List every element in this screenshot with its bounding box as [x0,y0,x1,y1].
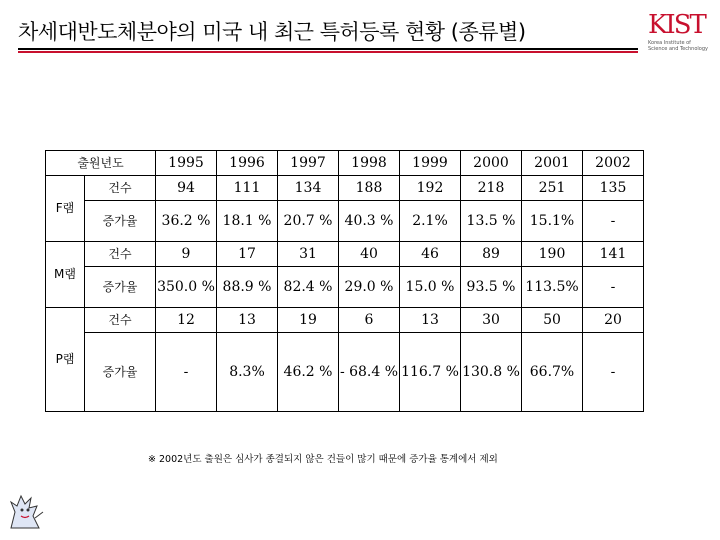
page-title: 차세대반도체분야의 미국 내 최근 특허등록 현황 (종류별) [18,20,526,44]
count-cell: 20 [583,308,644,333]
count-cell: 13 [400,308,461,333]
count-cell: 192 [400,176,461,201]
year-cell: 1996 [217,151,278,176]
count-cell: 111 [217,176,278,201]
title-accent-line [18,51,638,53]
rate-cell: 113.5% [522,267,583,308]
rate-cell: - 68.4 % [339,333,400,412]
rate-cell: 46.2 % [278,333,339,412]
rate-cell: 15.0 % [400,267,461,308]
count-cell: 135 [583,176,644,201]
count-cell: 89 [461,242,522,267]
table-row [46,242,644,267]
count-cell: 188 [339,176,400,201]
count-cell: 9 [156,242,217,267]
rate-cell: 15.1% [522,201,583,242]
rate-cell: 2.1% [400,201,461,242]
footnote: ※ 2002년도 출원은 심사가 종결되지 않은 건들이 많기 때문에 증가율 통계에서 제외 [148,454,498,465]
category-pram: P램 [46,308,85,412]
count-cell: 40 [339,242,400,267]
count-cell: 13 [217,308,278,333]
rate-cell: - [583,333,644,412]
logo-subtitle: Korea Institute of Science and Technology [648,40,708,52]
year-cell: 1995 [156,151,217,176]
rate-cell: 88.9 % [217,267,278,308]
category-mram: M램 [46,242,85,308]
count-cell: 94 [156,176,217,201]
count-cell: 141 [583,242,644,267]
year-cell: 2002 [583,151,644,176]
count-label: 건수 [85,176,156,201]
rate-cell: 116.7 % [400,333,461,412]
count-cell: 19 [278,308,339,333]
rate-cell: - [156,333,217,412]
rate-cell: 20.7 % [278,201,339,242]
year-cell: 1998 [339,151,400,176]
count-label: 건수 [85,308,156,333]
count-cell: 134 [278,176,339,201]
rate-cell: 350.0 % [156,267,217,308]
rate-label: 증가율 [85,333,156,412]
table-row [46,176,644,201]
count-cell: 218 [461,176,522,201]
rate-cell: - [583,201,644,242]
year-cell: 1997 [278,151,339,176]
rate-cell: 13.5 % [461,201,522,242]
year-cell: 1999 [400,151,461,176]
rate-cell: 93.5 % [461,267,522,308]
patent-table [45,150,644,412]
year-header: 출원년도 [46,151,156,176]
table-row [46,333,644,412]
count-cell: 46 [400,242,461,267]
title-underline [18,48,638,50]
count-cell: 6 [339,308,400,333]
rate-cell: 40.3 % [339,201,400,242]
table-row [46,308,644,333]
mascot-icon [5,488,45,530]
count-cell: 17 [217,242,278,267]
rate-cell: 66.7% [522,333,583,412]
count-label: 건수 [85,242,156,267]
rate-cell: 18.1 % [217,201,278,242]
count-cell: 31 [278,242,339,267]
rate-cell: 36.2 % [156,201,217,242]
count-cell: 50 [522,308,583,333]
table-header-row [46,151,644,176]
table-row [46,201,644,242]
rate-label: 증가율 [85,267,156,308]
count-cell: 251 [522,176,583,201]
rate-cell: - [583,267,644,308]
year-cell: 2001 [522,151,583,176]
count-cell: 30 [461,308,522,333]
rate-label: 증가율 [85,201,156,242]
count-cell: 190 [522,242,583,267]
rate-cell: 8.3% [217,333,278,412]
rate-cell: 29.0 % [339,267,400,308]
table-row [46,267,644,308]
count-cell: 12 [156,308,217,333]
kist-logo-icon [648,10,710,68]
rate-cell: 82.4 % [278,267,339,308]
rate-cell: 130.8 % [461,333,522,412]
category-fram: F램 [46,176,85,242]
year-cell: 2000 [461,151,522,176]
logo-mark: KIST [648,10,705,40]
